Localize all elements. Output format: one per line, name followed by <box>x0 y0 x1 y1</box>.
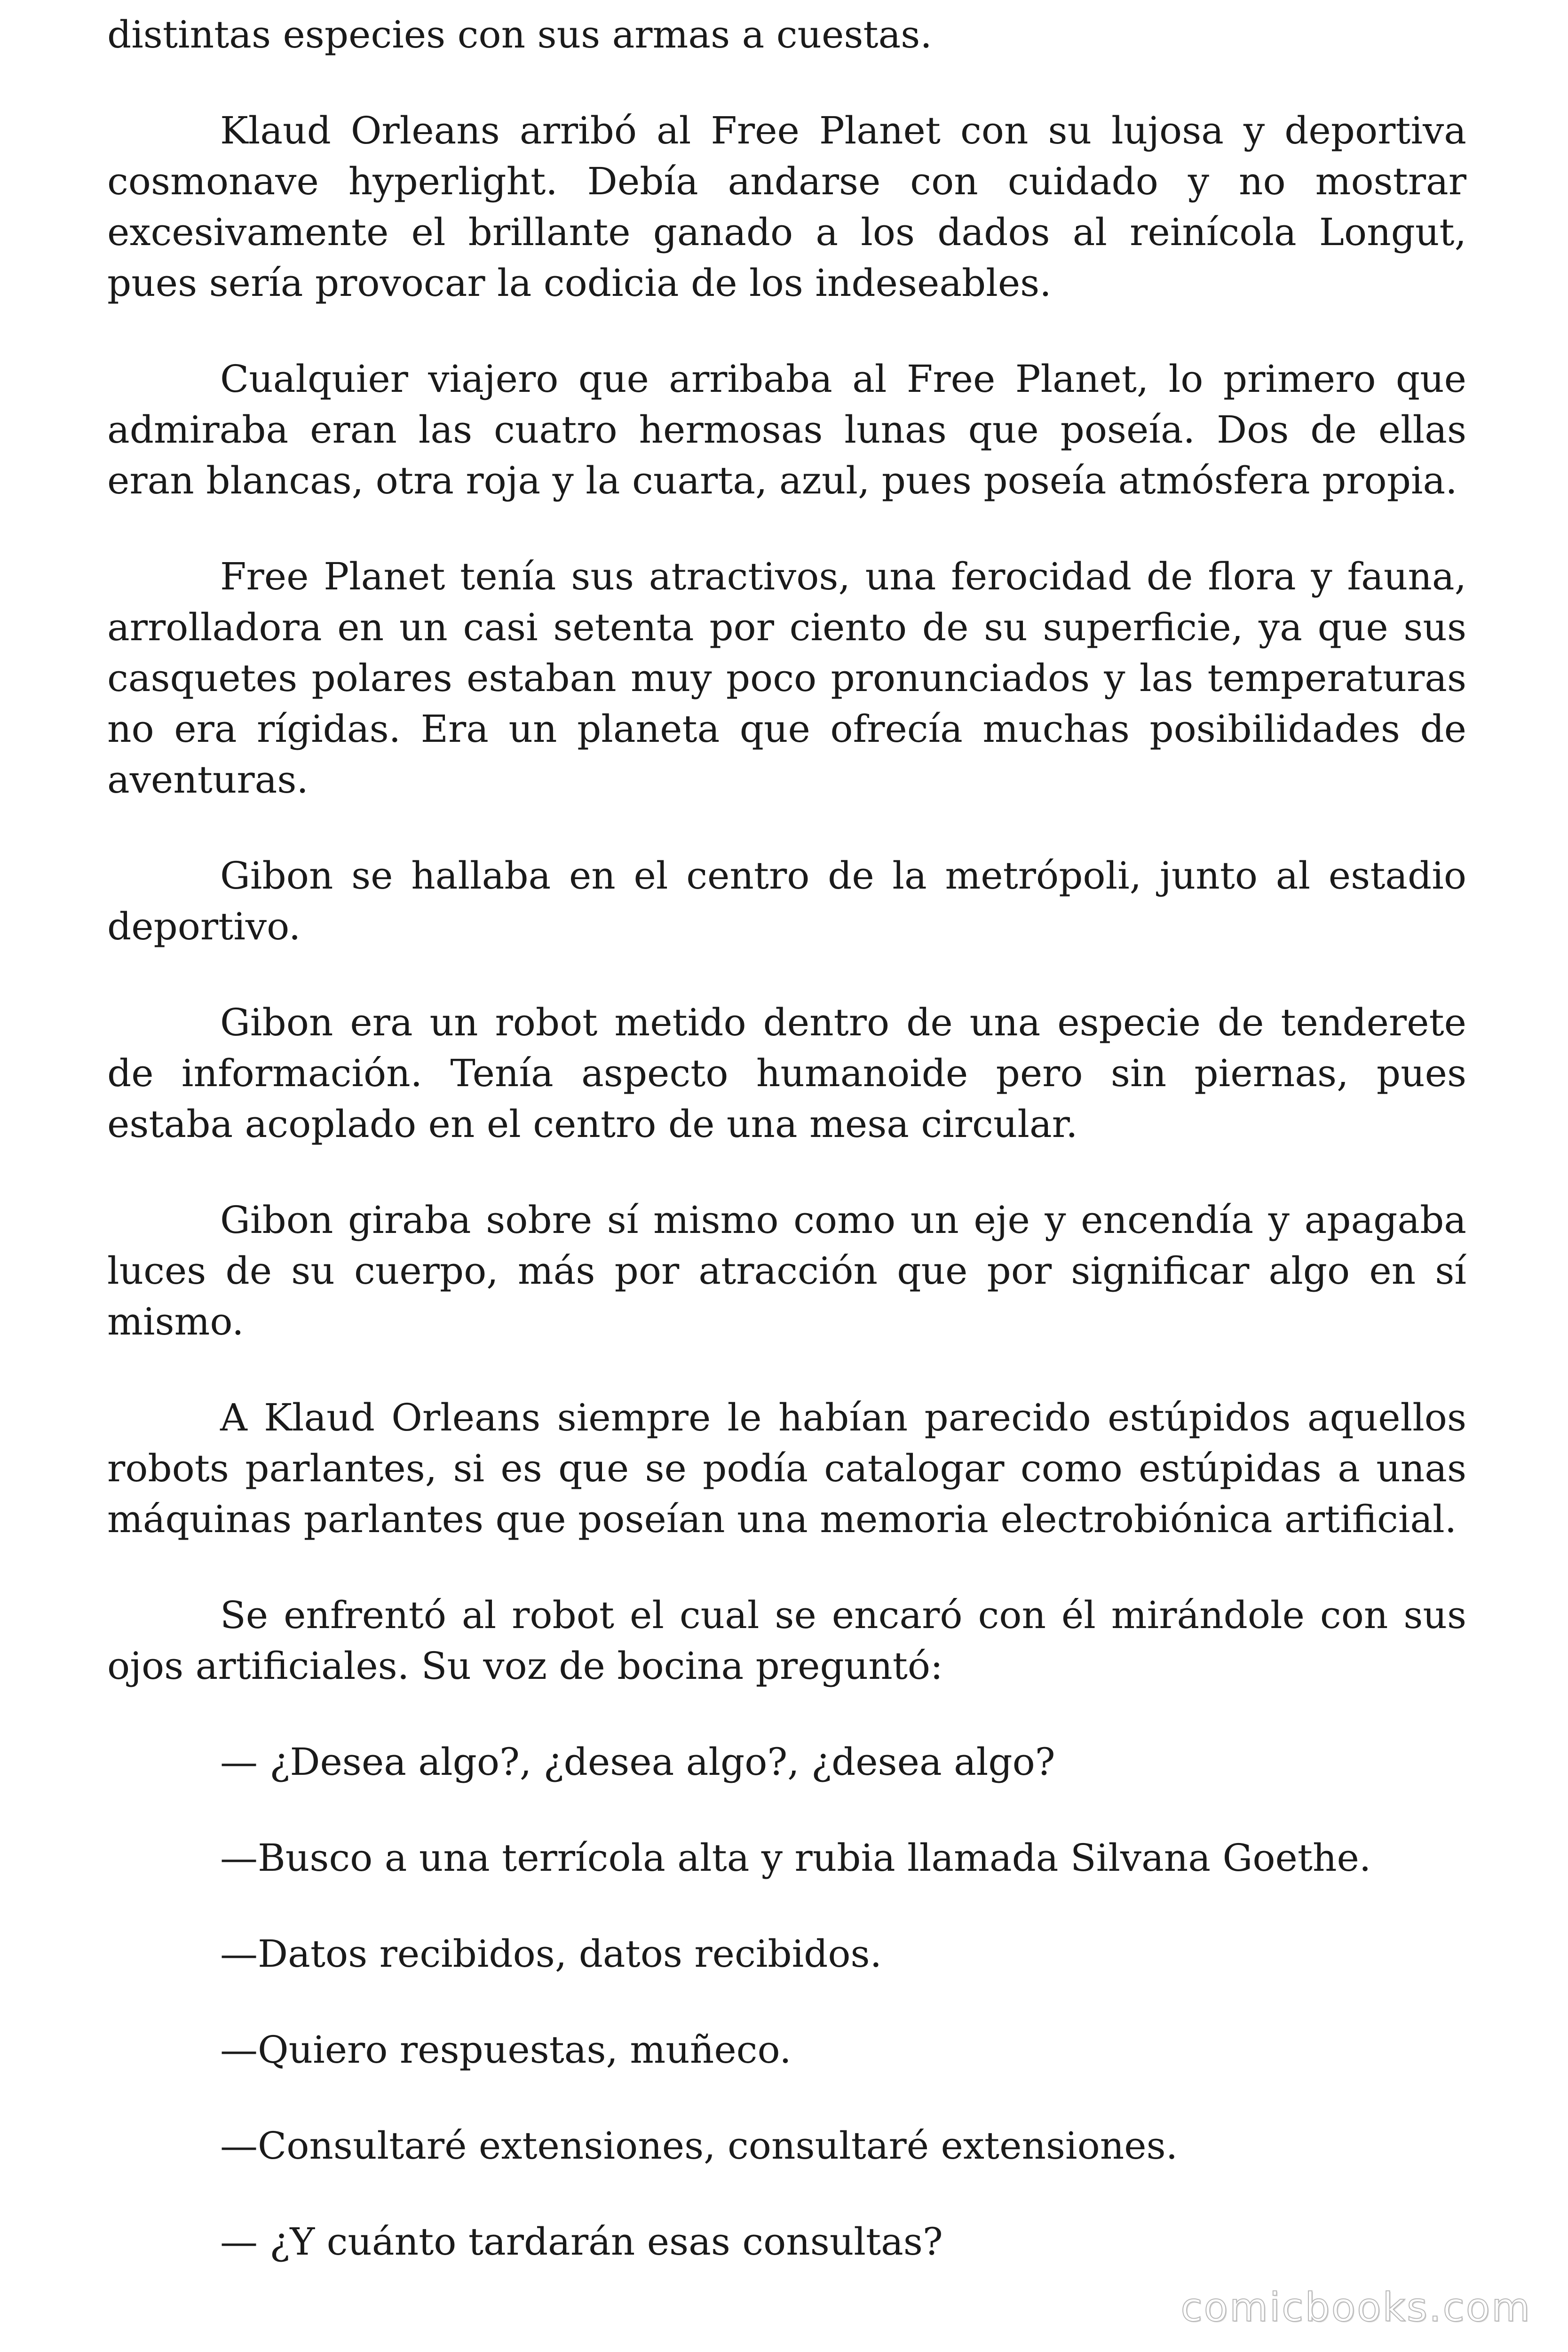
paragraph-planet: Free Planet tenía sus atractivos, una ferocidad de flora y fauna, arrolladora en un casi setenta por ciento de su superficie, ya que sus casquetes polares estaban muy poco pronunciados y las temperaturas no era rígidas. Era un planeta que ofrecía muchas posibilidades de aventuras. <box>107 555 1466 802</box>
paragraph-encounter: Se enfrentó al robot el cual se encaró con él mirándole con sus ojos artificiales. Su voz de bocina preguntó: <box>107 1593 1466 1688</box>
paragraph-gibon-location: Gibon se hallaba en el centro de la metrópoli, junto al estadio deportivo. <box>107 854 1466 948</box>
dialogue-line: — ¿Desea algo?, ¿desea algo?, ¿desea algo? <box>220 1740 1055 1784</box>
dialogue-line: —Consultaré extensiones, consultaré extensiones. <box>220 2124 1178 2168</box>
dialogue-line: —Busco a una terrícola alta y rubia llamada Silvana Goethe. <box>220 1836 1371 1880</box>
paragraph-continuation: distintas especies con sus armas a cuestas. <box>107 13 932 56</box>
paragraph-arrival: Klaud Orleans arribó al Free Planet con su lujosa y deportiva cosmonave hyperlight. Debía andarse con cuidado y no mostrar excesivamente el brillante ganado a los dados al reinícola Longut, pues sería provocar la codicia de los indeseables. <box>107 109 1466 305</box>
paragraph-robots-opinion: A Klaud Orleans siempre le habían parecido estúpidos aquellos robots parlantes, si es que se podía catalogar como estúpidas a unas máquinas parlantes que poseían una memoria electrobiónica artificial. <box>107 1396 1466 1541</box>
dialogue-line: — ¿Y cuánto tardarán esas consultas? <box>220 2220 943 2264</box>
dialogue-line: —Quiero respuestas, muñeco. <box>220 2028 792 2072</box>
body-text <box>107 9 1466 2312</box>
dialogue-line: —Datos recibidos, datos recibidos. <box>220 1932 882 1976</box>
paragraph-gibon-robot: Gibon era un robot metido dentro de una especie de tenderete de información. Tenía aspecto humanoide pero sin piernas, pues estaba acoplado en el centro de una mesa circular. <box>107 1001 1466 1146</box>
paragraph-gibon-lights: Gibon giraba sobre sí mismo como un eje y encendía y apagaba luces de su cuerpo, más por atracción que por significar algo en sí mismo. <box>107 1198 1466 1343</box>
paragraph-moons: Cualquier viajero que arribaba al Free Planet, lo primero que admiraba eran las cuatro hermosas lunas que poseía. Dos de ellas eran blancas, otra roja y la cuarta, azul, pues poseía atmósfera propia. <box>107 357 1466 502</box>
watermark: comicbooks.com <box>1180 2284 1531 2330</box>
